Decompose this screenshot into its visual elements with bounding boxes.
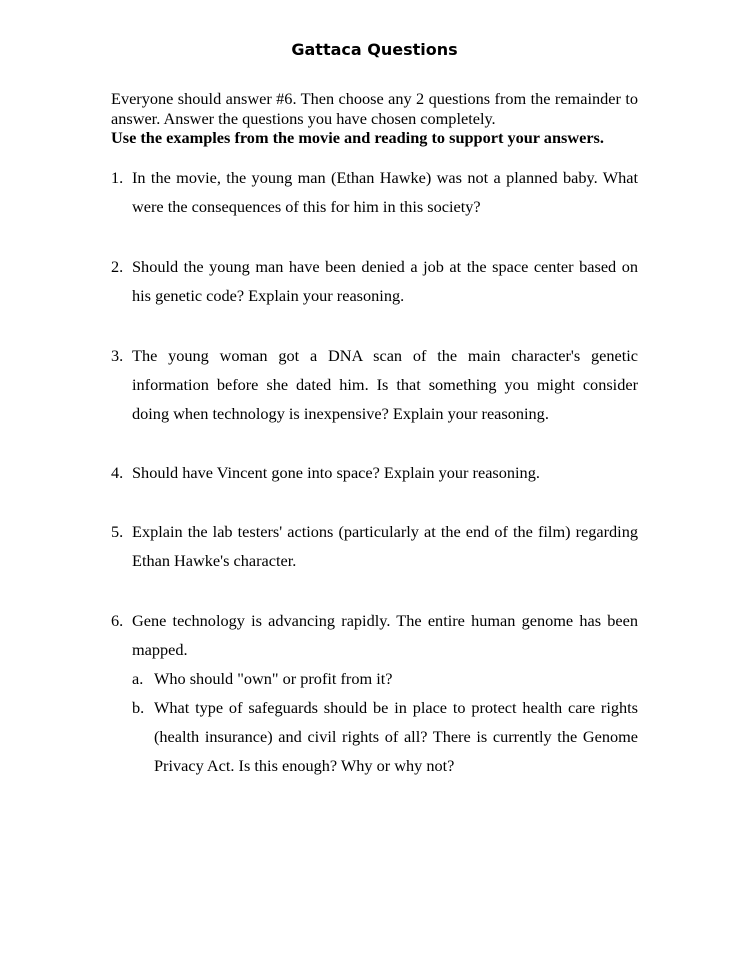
subquestion-text: Who should "own" or profit from it? xyxy=(154,669,393,688)
subquestion-letter: b. xyxy=(132,698,145,717)
question-number: 3. xyxy=(111,346,124,365)
subquestion-text: What type of safeguards should be in place to protect health care rights (health insurance) and civil rights of all? There is currently the Genome Privacy Act. Is this enough? Why or why not? xyxy=(154,698,638,775)
question-number: 1. xyxy=(111,168,124,187)
question-5 xyxy=(111,517,638,575)
question-number: 6. xyxy=(111,611,124,630)
question-text: Should the young man have been denied a job at the space center based on his genetic code? Explain your reasoning. xyxy=(132,257,638,305)
question-6 xyxy=(111,606,638,664)
instructions xyxy=(111,89,638,148)
question-3 xyxy=(111,341,638,428)
subquestion-letter: a. xyxy=(132,669,144,688)
question-2 xyxy=(111,252,638,310)
subquestion-a xyxy=(132,664,638,693)
question-text: In the movie, the young man (Ethan Hawke) was not a planned baby. What were the consequences of this for him in this society? xyxy=(132,168,638,216)
question-number: 5. xyxy=(111,522,124,541)
page-title: Gattaca Questions xyxy=(291,40,458,59)
question-text: Gene technology is advancing rapidly. The entire human genome has been mapped. xyxy=(132,611,638,659)
question-text: Explain the lab testers' actions (particularly at the end of the film) regarding Ethan Hawke's character. xyxy=(132,522,638,570)
question-number: 2. xyxy=(111,257,124,276)
question-1 xyxy=(111,163,638,221)
question-4 xyxy=(111,458,638,487)
subquestion-b xyxy=(132,693,638,780)
instructions-text: Everyone should answer #6. Then choose any 2 questions from the remainder to answer. Answer the questions you have chosen completely. xyxy=(111,89,638,128)
question-text: The young woman got a DNA scan of the main character's genetic information before she dated him. Is that something you might consider doing when technology is inexpensive? Explain your reasoning. xyxy=(132,346,638,423)
question-number: 4. xyxy=(111,463,124,482)
question-text: Should have Vincent gone into space? Explain your reasoning. xyxy=(132,463,540,482)
instructions-bold-note: Use the examples from the movie and reading to support your answers. xyxy=(111,128,604,147)
question-6-subquestions xyxy=(132,664,638,780)
